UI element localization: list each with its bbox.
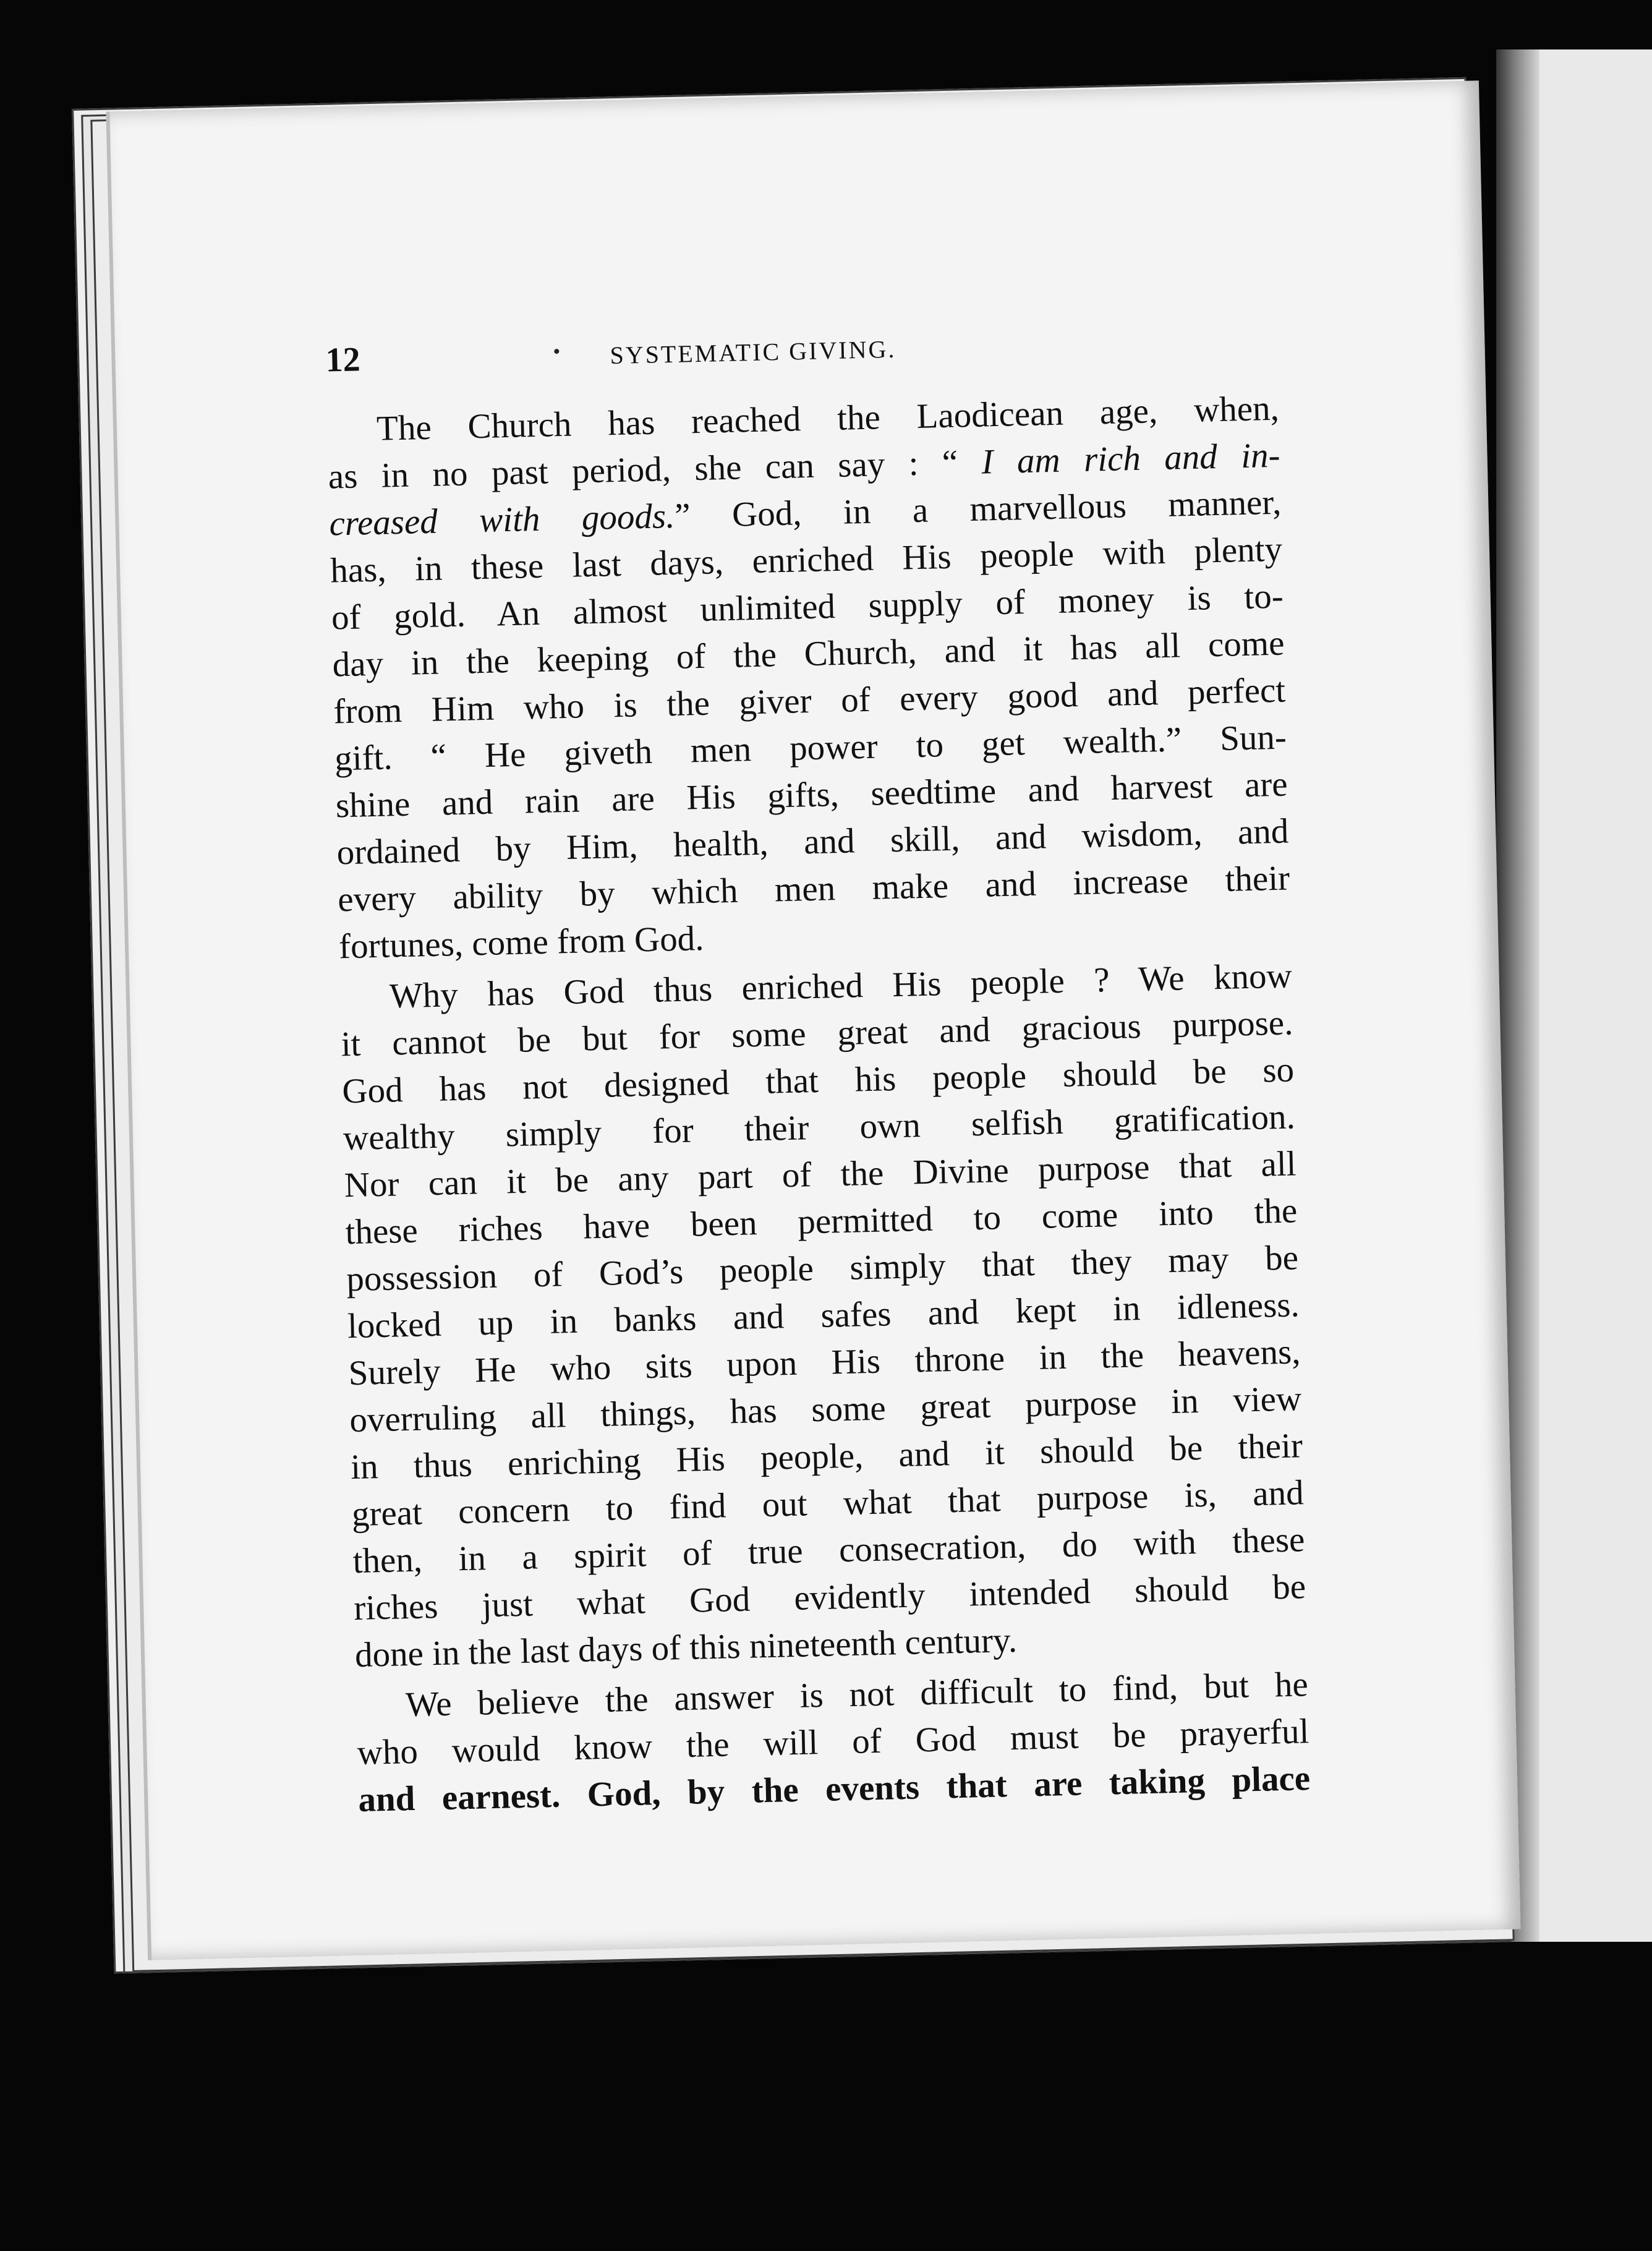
running-head: SYSTEMATIC GIVING. — [610, 335, 896, 370]
text-line: from Him who is the giver of every good and perfect — [333, 670, 1286, 732]
text-line: The Church has reached the Laodicean age, when, — [376, 388, 1280, 448]
text-line: who would know the will of God must be prayerful — [356, 1712, 1310, 1773]
text-line: great concern to find out what that purpose is, and — [351, 1473, 1305, 1534]
text-line: God has not designed that his people should be so — [341, 1050, 1295, 1111]
text-line: every ability by which men make and increase their — [337, 858, 1290, 920]
text-line: wealthy simply for their own selfish gratification. — [343, 1097, 1296, 1158]
italic-quote: I am rich and in- — [981, 435, 1281, 482]
book-page — [106, 80, 1520, 1960]
text-line: Surely He who sits upon His throne in the heavens, — [348, 1332, 1301, 1393]
text-line: possession of God’s people simply that they may be — [346, 1238, 1299, 1299]
text-line: of gold. An almost unlimited supply of money is to- — [331, 576, 1284, 638]
page-header — [325, 314, 1278, 385]
header-dot — [554, 349, 559, 354]
text-line: it cannot be but for some great and gracious purpose. — [340, 1003, 1294, 1064]
text-line: Nor can it be any part of the Divine purpose that all — [344, 1144, 1297, 1205]
text-line: gift. “ He giveth men power to get wealth.” Sun- — [334, 717, 1287, 779]
page-number: 12 — [325, 340, 361, 380]
text-line: these riches have been permitted to come into the — [344, 1191, 1298, 1252]
text-line: locked up in banks and safes and kept in idleness. — [347, 1285, 1300, 1346]
text-line: in thus enriching His people, and it should be their — [350, 1426, 1303, 1487]
text-line: riches just what God evidently intended should be — [353, 1567, 1306, 1628]
text-line: day in the keeping of the Church, and it has all come — [332, 623, 1285, 685]
facing-page-edge — [1496, 49, 1652, 1942]
text-line: shine and rain are His gifts, seedtime and harvest are — [335, 764, 1288, 826]
text-line: overruling all things, has some great purpose in view — [349, 1379, 1302, 1440]
text-line: as in no past period, she can say : “ I am rich and in- — [328, 435, 1281, 497]
text-line: Why has God thus enriched His people ? We know — [389, 956, 1293, 1016]
text-line: and earnest. God, by the events that are taking place — [357, 1759, 1311, 1820]
italic-quote: creased with goods. — [328, 496, 675, 544]
text-line: then, in a spirit of true consecration, do with these — [352, 1520, 1305, 1581]
text-line: ordained by Him, health, and skill, and wisdom, and — [336, 811, 1289, 873]
text-line: We believe the answer is not difficult to find, but he — [405, 1665, 1309, 1725]
body-text — [326, 385, 1311, 1824]
text-line: has, in these last days, enriched His people with plenty — [330, 529, 1283, 591]
text-line: creased with goods.” God, in a marvellous manner, — [328, 482, 1282, 544]
text-line: fortunes, come from God. — [338, 918, 705, 967]
text-line: done in the last days of this nineteenth century. — [354, 1620, 1018, 1675]
